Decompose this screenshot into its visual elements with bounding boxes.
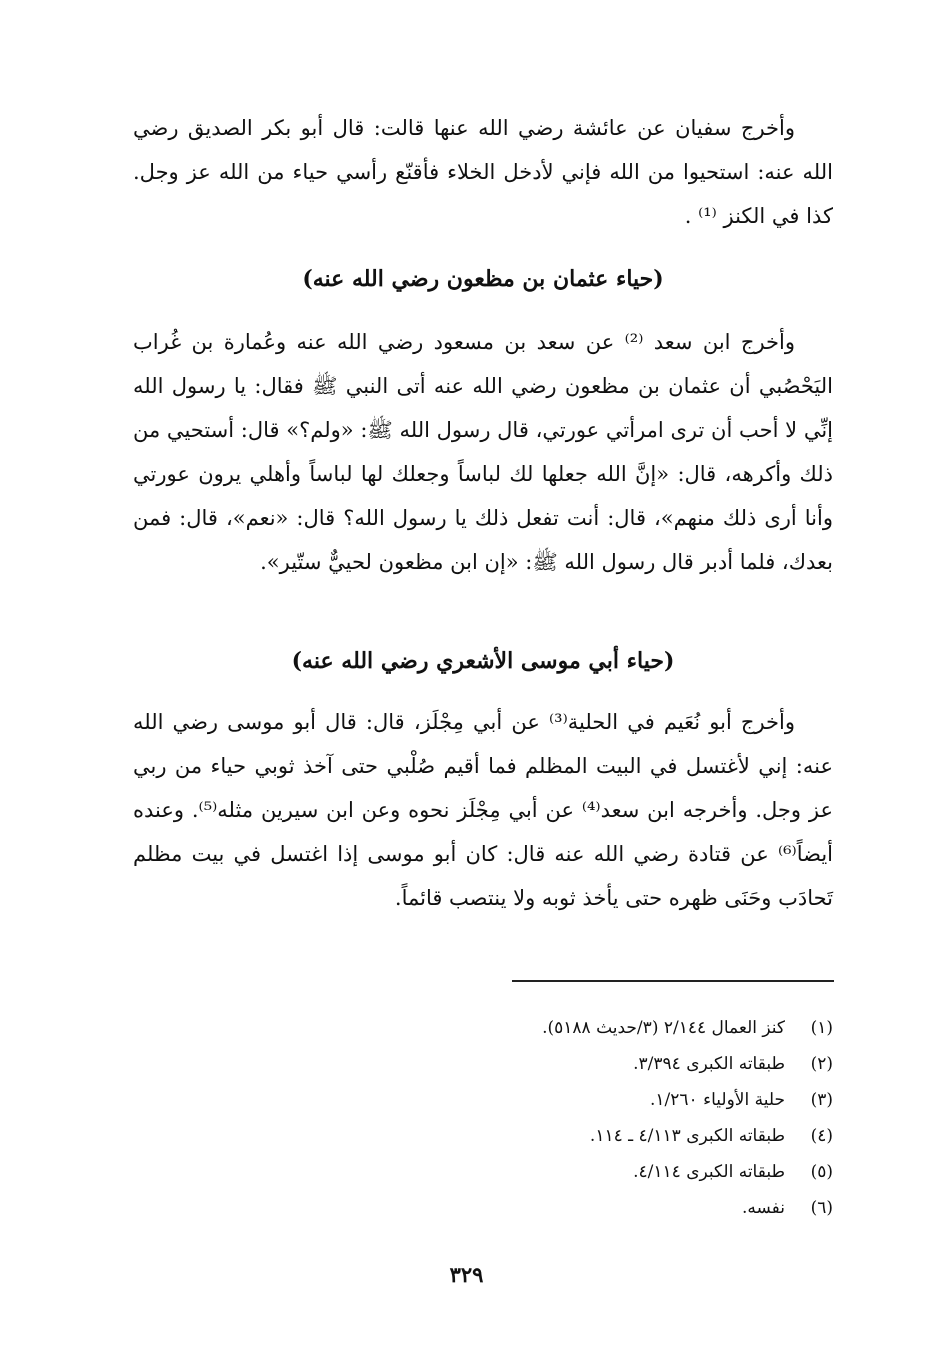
paragraph-abu-bakr — [133, 106, 833, 238]
paragraph-text: وأخرج ابن سعد ⁽²⁾ عن سعد بن مسعود رضي الله عنه وعُمارة بن غُراب اليَحْصُبي أن عثمان بن مظعون رضي الله عنه أتى النبي ﷺ فقال: يا رسول الله إنِّي لا أحب أن ترى امرأتي عورتي، قال رسول الله ﷺ: «ولم؟» قال: أستحيي من ذلك وأكرهه، قال: «إنَّ الله جعلها لك لباساً وجعلك لها لباساً وأهلي يرون عورتي وأنا أرى ذلك منهم»، قال: أنت تفعل ذلك يا رسول الله؟ قال: «نعم»، قال: فمن بعدك، فلما أدبر قال رسول الله ﷺ: «إن ابن مظعون لحييٌّ ستّير». — [133, 330, 833, 574]
footnote-item — [413, 1082, 833, 1118]
footnote-item — [413, 1190, 833, 1226]
footnote-item — [413, 1118, 833, 1154]
footnote-number: (٦) — [810, 1198, 833, 1218]
footnote-text: طبقاته الكبرى ٣/٣٩٤. — [633, 1054, 785, 1074]
paragraph-text: وأخرج سفيان عن عائشة رضي الله عنها قالت: قال أبو بكر الصديق رضي الله عنه: استحيوا من الله فإني لأدخل الخلاء فأقنّع رأسي حياء من الله عز وجل. كذا في الكنز ⁽¹⁾ . — [133, 116, 833, 228]
footnote-item — [413, 1010, 833, 1046]
footnote-number: (١) — [810, 1018, 833, 1038]
footnote-divider — [512, 980, 834, 982]
footnote-text: حلية الأولياء ١/٢٦٠. — [650, 1090, 785, 1110]
footnote-text: طبقاته الكبرى ٤/١١٣ ـ ١١٤. — [589, 1126, 785, 1146]
footnote-number: (٤) — [810, 1126, 833, 1146]
heading-uthman — [133, 266, 833, 292]
heading-abu-musa — [133, 648, 833, 674]
footnote-item — [413, 1154, 833, 1190]
footnote-text: كنز العمال ٢/١٤٤ (٣/حديث ٥١٨٨). — [542, 1018, 785, 1038]
footnotes-list — [413, 1010, 833, 1226]
section-heading: (حياء أبي موسى الأشعري رضي الله عنه) — [291, 648, 675, 674]
footnote-text: نفسه. — [741, 1198, 785, 1218]
section-heading: (حياء عثمان بن مظعون رضي الله عنه) — [302, 266, 664, 292]
paragraph-text: وأخرج أبو نُعَيم في الحلية⁽³⁾ عن أبي مِجْلَز، قال: قال أبو موسى رضي الله عنه: إني لأغتسل في البيت المظلم فما أقيم صُلْبي حتى آخذ ثوبي حياء من ربي عز وجل. وأخرجه ابن سعد⁽⁴⁾ عن أبي مِجْلَز نحوه وعن ابن سيرين مثله⁽⁵⁾. وعنده أيضاً⁽⁶⁾ عن قتادة رضي الله عنه قال: كان أبو موسى إذا اغتسل في بيت مظلم تَحادَب وحَنَى ظهره حتى يأخذ ثوبه ولا ينتصب قائماً. — [133, 710, 833, 910]
footnote-item — [413, 1046, 833, 1082]
footnote-text: طبقاته الكبرى ٤/١١٤. — [633, 1162, 785, 1182]
footnote-number: (٣) — [810, 1090, 833, 1110]
paragraph-uthman — [133, 320, 833, 584]
page-number: ٣٢٩ — [449, 1262, 484, 1287]
footnote-number: (٥) — [810, 1162, 833, 1182]
paragraph-abu-musa — [133, 700, 833, 920]
footnote-number: (٢) — [810, 1054, 833, 1074]
